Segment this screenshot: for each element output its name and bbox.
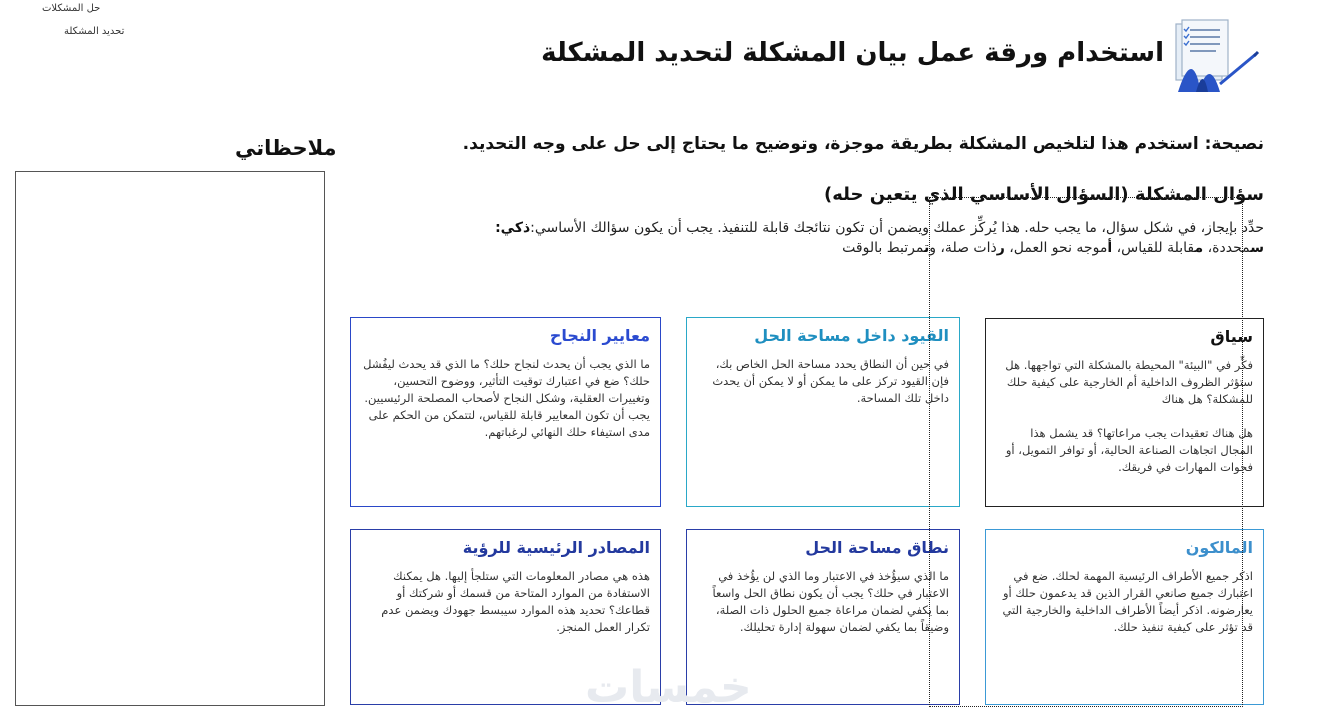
- smart-criteria: [842, 240, 1264, 256]
- card-owners-body: اذكر جميع الأطراف الرئيسية المهمة لحلك. ضع في اعتبارك جميع صانعي القرار الذين قد يدعمون حلك أو يعارضونه. اذكر أيضاً الأطراف الداخلية والخارجية التي قد تؤثر على كيفية تنفيذ حلك.: [1002, 569, 1253, 634]
- problem-question-description: [384, 218, 1264, 258]
- card-insight-sources-title: المصادر الرئيسية للرؤية: [462, 538, 650, 557]
- notes-box[interactable]: [15, 171, 325, 706]
- smart-criterion-text: محددة،: [1203, 240, 1251, 256]
- notes-heading: ملاحظاتي: [235, 136, 337, 160]
- tip-text: نصيحة: استخدم هذا لتلخيص المشكلة بطريقة موجزة، وتوضيح ما يحتاج إلى حل على وجه التحديد.: [462, 134, 1264, 154]
- card-solution-scope-body: ما الذي سيؤُخذ في الاعتبار وما الذي لن يؤُخذ في الاعتبار في حلك؟ يجب أن يكون نطاق الحل واسعاً بما يكفي لضمان مراعاة جميع الحلول ذات الصلة، وضيقاً بما يكفي لضمان سهولة إدارة تحليلك.: [712, 569, 949, 634]
- smart-letter: ت: [923, 240, 930, 256]
- smart-label: ذكي:: [495, 220, 531, 236]
- card-owners[interactable]: [985, 529, 1264, 705]
- breadcrumb-problem-solving[interactable]: حل المشكلات: [42, 3, 101, 14]
- card-context[interactable]: [985, 318, 1264, 507]
- card-constraints[interactable]: [686, 317, 960, 507]
- page-title: استخدام ورقة عمل بيان المشكلة لتحديد المشكلة: [541, 38, 1164, 68]
- card-solution-scope-title: نطاق مساحة الحل: [805, 538, 949, 557]
- card-context-body: فكِّر في "البيئة" المحيطة بالمشكلة التي تواجهها. هل ستؤثر الظروف الداخلية أم الخارجية على كيفية حلك للمشكلة؟ هل هناك هل هناك تعقيدات يجب مراعاتها؟ قد يشمل هذا المجال اتجاهات الصناعة الحالية، أو توافر التمويل، أو فجوات المهارات في فريقك.: [1005, 358, 1253, 474]
- card-constraints-title: القيود داخل مساحة الحل: [754, 326, 949, 345]
- worksheet-icon: [1170, 18, 1262, 96]
- card-owners-title: المالكون: [1185, 538, 1253, 557]
- smart-letter: ر: [996, 240, 1005, 256]
- card-context-title: سياق: [1210, 327, 1253, 346]
- breadcrumb-problem-definition[interactable]: تحديد المشكلة: [64, 26, 125, 37]
- smart-criterion-text: موجه نحو العمل،: [1004, 240, 1108, 256]
- card-success-criteria-body: ما الذي يجب أن يحدث لنجاح حلك؟ ما الذي قد يحدث ليفُشل حلك؟ ضع في اعتبارك توقيت التأثير، ووضوح التحسين، وتغييرات العقلية، وشكل النجاح لأصحاب المصلحة الرئيسيين. يجب أن تكون المعايير قابلة للقياس، لتتمكن من الحكم على مدى استيفاء حلك النهائي لرغباتهم.: [363, 357, 650, 439]
- smart-criterion-text: مرتبط بالوقت: [842, 240, 924, 256]
- card-success-criteria-title: معايير النجاح: [549, 326, 650, 345]
- smart-criterion-text: ذات صلة، و: [929, 240, 997, 256]
- watermark: خمسات: [585, 662, 752, 713]
- card-constraints-body: في حين أن النطاق يحدد مساحة الحل الخاص بك، فإن القيود تركز على ما يمكن أو لا يمكن أن يحدث داخل تلك المساحة.: [712, 357, 949, 405]
- question-intro: حدِّد بإيجاز، في شكل سؤال، ما يجب حله. هذا يُركِّز عملك ويضمن أن تكون نتائجك قابلة للتنفيذ. يجب أن يكون سؤالك الأساسي:: [530, 220, 1264, 236]
- card-insight-sources-body: هذه هي مصادر المعلومات التي ستلجأ إليها. هل يمكنك الاستفادة من الموارد المتاحة من قسمك أو شركتك أو قطاعك؟ تحديد هذه الموارد سيبسط جهودك ويضمن عدم تكرار العمل المنجز.: [381, 569, 650, 634]
- card-success-criteria[interactable]: [350, 317, 661, 507]
- smart-letter: س: [1250, 240, 1264, 256]
- smart-criterion-text: قابلة للقياس،: [1112, 240, 1195, 256]
- smart-letter: أ: [1107, 240, 1113, 256]
- problem-question-heading: سؤال المشكلة (السؤال الأساسي الذي يتعين حله): [823, 184, 1264, 205]
- smart-letter: م: [1194, 240, 1204, 256]
